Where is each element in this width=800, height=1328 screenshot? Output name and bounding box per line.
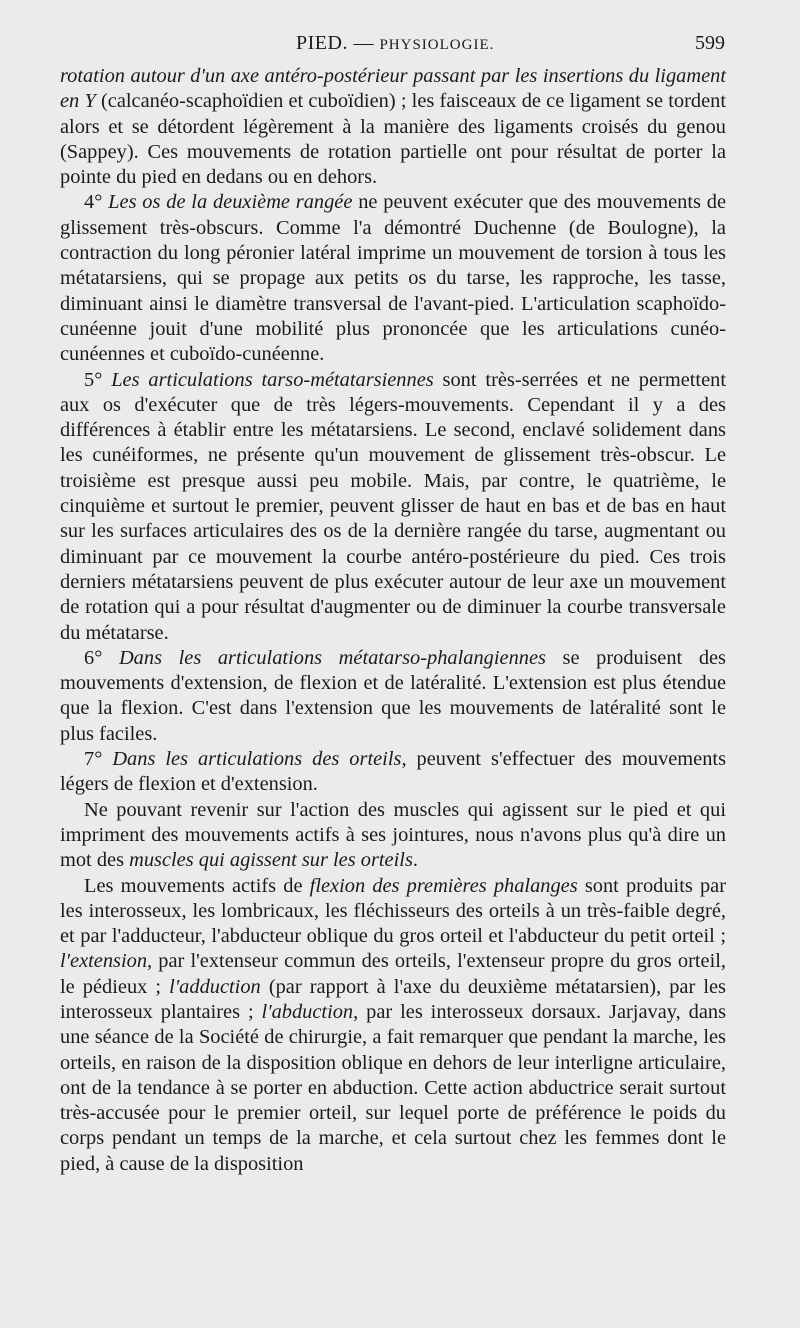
text-run: , peuvent s'effectuer des mouvements légers de flexion et d'extension. <box>60 748 727 796</box>
body-text <box>60 64 726 1177</box>
italic-text-run: rotation autour d'un axe antéro-postérieur passant par les insertions du ligament en Y <box>60 65 726 113</box>
text-run: (calcanéo-scaphoïdien et cuboïdien) ; les faisceaux de ce ligament se tordent alors et se détordent légèrement à la manière des ligaments croisés du genou (Sappey). Ces mouvements de rotation partielle ont pour résultat de porter la pointe du pied en dedans ou en dehors. <box>60 90 726 189</box>
text-run: , par l'extenseur commun des orteils, l'extenseur propre du gros orteil, le pédieux ; <box>60 950 726 998</box>
italic-text-run: flexion des premières phalanges <box>309 874 578 897</box>
text-run: (par rapport à l'axe du deuxième métatarsien), par les interosseux plantaires ; <box>60 975 726 1023</box>
text-run: ne peuvent exécuter que des mouvements de glissement très-obscurs. Comme l'a démontré Duchenne (de Boulogne), la contraction du long péronier latéral imprime un mouvement de torsion à tous les métatarsiens, qui se propage aux petits os du tarse, les rapproche, les tasse, diminuant ainsi le diamètre transversal de l'avant-pied. L'articulation scaphoïdo-cunéenne jouit d'une mobilité plus prononcée que les articulations cunéo-cunéennes et cuboïdo-cunéenne. <box>60 191 726 366</box>
text-run: , par les interosseux dorsaux. Jarjavay, dans une séance de la Société de chirurgie, a fait remarquer que pendant la marche, les orteils, en raison de la disposition oblique en dehors de leur interligne articulaire, ont de la tendance à se porter en abduction. Cette action abductrice serait surtout très-accusée pour le premier orteil, sur lequel porte de préférence le poids du corps pendant un temps de la marche, et cela surtout chez les femmes dont le pied, à cause de la disposition <box>60 1000 727 1175</box>
italic-text-run: Dans les articulations métatarso-phalangiennes <box>118 646 546 669</box>
running-head-title: PIED. <box>296 32 348 54</box>
text-run: 7° <box>84 748 113 771</box>
italic-text-run: l'abduction <box>261 1000 354 1023</box>
page-number: 599 <box>695 32 725 54</box>
italic-text-run: Dans les articulations des orteils <box>112 748 402 771</box>
paragraph <box>60 747 726 798</box>
text-run: Ne pouvant revenir sur l'action des muscles qui agissent sur le pied et qui impriment des mouvements actifs à ses jointures, nous n'avons plus qu'à dire un mot des <box>60 798 726 872</box>
text-run: se produisent des mouvements d'extension, de flexion et de latéralité. L'extension est plus étendue que la flexion. C'est dans l'extension que les mouvements de latéralité sont le plus faciles. <box>60 646 726 745</box>
text-run: sont très-serrées et ne permettent aux os d'exécuter que de très légers-mouvements. Cependant il y a des différences à établir entre les métatarsiens. Le second, enclavé solidement dans les cunéiformes, ne présente qu'un mouvement de glissement très-obscur. Le troisième est presque aussi peu mobile. Mais, par contre, le quatrième, le cinquième et surtout le premier, peuvent glisser de haut en bas et de bas en haut sur les surfaces articulaires des os de la dernière rangée du tarse, augmentant ou diminuant par ce mouvement la courbe antéro-postérieure du pied. Ces trois derniers métatarsiens peuvent de plus exécuter autour de leur axe un mouvement de rotation qui a pour résultat d'augmenter ou de diminuer la courbe transversale du métatarse. <box>60 368 726 644</box>
italic-text-run: Les os de la deuxième rangée <box>108 191 353 214</box>
italic-text-run: Les articulations tarso-métatarsiennes <box>111 368 434 391</box>
text-run: 5° <box>84 368 112 391</box>
paragraph <box>60 368 726 646</box>
paragraph <box>60 798 726 874</box>
paragraph <box>60 64 726 190</box>
paragraph <box>60 646 726 747</box>
paragraph <box>60 874 726 1178</box>
text-run: sont produits par les interosseux, les lombricaux, les fléchisseurs des orteils à un très-faible degré, et par l'adducteur, l'abducteur oblique du gros orteil et l'abducteur du petit orteil ; <box>60 874 727 948</box>
italic-text-run: l'adduction <box>169 975 261 998</box>
italic-text-run: l'extension <box>60 950 148 973</box>
text-run: 4° <box>84 191 109 214</box>
running-head-dash: — <box>347 32 380 54</box>
running-head-section: PHYSIOLOGIE. <box>379 37 495 53</box>
italic-text-run: muscles qui agissent sur les orteils <box>129 849 413 872</box>
text-run: 6° <box>84 646 119 669</box>
running-head <box>296 32 494 55</box>
paragraph <box>60 190 726 367</box>
text-run: . <box>412 849 418 872</box>
text-run: Les mouvements actifs de <box>84 874 310 897</box>
page-header <box>0 32 800 56</box>
